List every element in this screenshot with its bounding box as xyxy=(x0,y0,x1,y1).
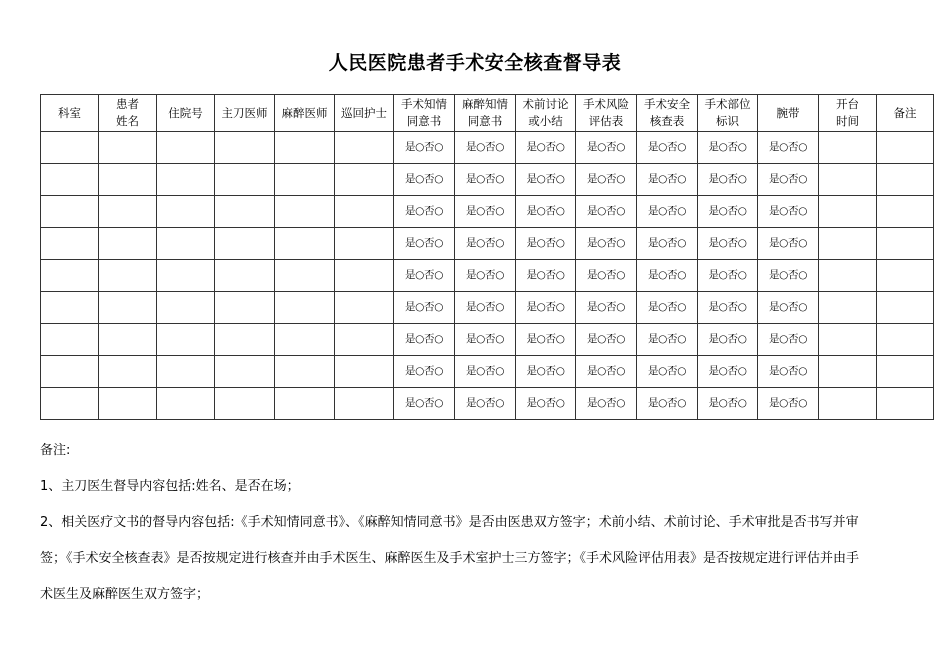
table-cell[interactable] xyxy=(335,356,394,388)
column-header-label: 手术部位 xyxy=(704,97,751,111)
table-cell[interactable] xyxy=(335,164,394,196)
table-cell[interactable] xyxy=(41,292,99,324)
yes-no-check-cell[interactable]: 是○否○ xyxy=(394,196,455,228)
table-row xyxy=(41,356,934,388)
table-cell[interactable] xyxy=(41,164,99,196)
table-cell[interactable] xyxy=(275,260,335,292)
yes-no-check-cell[interactable]: 是○否○ xyxy=(758,132,819,164)
yes-no-check-cell[interactable]: 是○否○ xyxy=(394,356,455,388)
table-cell[interactable] xyxy=(335,324,394,356)
column-header-label: 麻醉医师 xyxy=(281,105,328,120)
column-header xyxy=(455,95,516,132)
yes-no-check-cell[interactable]: 是○否○ xyxy=(455,228,516,260)
table-cell[interactable] xyxy=(819,260,877,292)
yes-no-check-cell[interactable]: 是○否○ xyxy=(637,292,698,324)
table-cell[interactable] xyxy=(275,228,335,260)
table-row xyxy=(41,196,934,228)
table-cell[interactable] xyxy=(877,388,934,420)
note-line-2: 2、相关医疗文书的督导内容包括:《手术知情同意书》、《麻醉知情同意书》是否由医患双方签字；术前小结、术前讨论、手术审批是否书写并审 xyxy=(40,515,859,530)
yes-no-check-cell[interactable]: 是○否○ xyxy=(516,324,576,356)
table-cell[interactable] xyxy=(275,196,335,228)
column-header xyxy=(99,95,157,132)
column-header xyxy=(394,95,455,132)
yes-no-check-cell[interactable]: 是○否○ xyxy=(516,292,576,324)
yes-no-check-cell[interactable]: 是○否○ xyxy=(516,356,576,388)
table-cell[interactable] xyxy=(41,356,99,388)
yes-no-check-cell[interactable]: 是○否○ xyxy=(394,324,455,356)
column-header xyxy=(41,95,99,132)
notes-heading: 备注: xyxy=(40,443,71,458)
table-cell[interactable] xyxy=(275,132,335,164)
column-header-label: 开台 xyxy=(836,97,859,111)
yes-no-check-cell[interactable]: 是○否○ xyxy=(698,132,758,164)
column-header-label: 术前讨论 xyxy=(522,97,569,111)
table-header-row xyxy=(41,95,934,132)
table-cell[interactable] xyxy=(877,292,934,324)
column-header-label: 标识 xyxy=(716,114,739,128)
yes-no-check-cell[interactable]: 是○否○ xyxy=(698,196,758,228)
table-cell[interactable] xyxy=(99,324,157,356)
yes-no-check-cell[interactable]: 是○否○ xyxy=(758,228,819,260)
yes-no-check-cell[interactable]: 是○否○ xyxy=(758,388,819,420)
table-cell[interactable] xyxy=(819,388,877,420)
column-header xyxy=(157,95,215,132)
yes-no-check-cell[interactable]: 是○否○ xyxy=(698,292,758,324)
yes-no-check-cell[interactable]: 是○否○ xyxy=(576,228,637,260)
column-header-label: 核查表 xyxy=(649,114,685,128)
column-header-label: 腕带 xyxy=(776,105,800,120)
column-header xyxy=(516,95,576,132)
yes-no-check-cell[interactable]: 是○否○ xyxy=(455,356,516,388)
note-line-3: 签；《手术安全核查表》是否按规定进行核查并由手术医生、麻醉医生及手术室护士三方签字；《手术风险评估用表》是否按规定进行评估并由手 xyxy=(40,551,860,566)
column-header-label: 科室 xyxy=(58,105,81,120)
table-cell[interactable] xyxy=(157,132,215,164)
yes-no-check-cell[interactable]: 是○否○ xyxy=(698,324,758,356)
yes-no-check-cell[interactable]: 是○否○ xyxy=(576,164,637,196)
table-cell[interactable] xyxy=(877,132,934,164)
table-cell[interactable] xyxy=(215,132,275,164)
table-cell[interactable] xyxy=(877,196,934,228)
yes-no-check-cell[interactable]: 是○否○ xyxy=(637,356,698,388)
table-cell[interactable] xyxy=(157,228,215,260)
column-header-label: 手术知情 xyxy=(401,97,447,111)
yes-no-check-cell[interactable]: 是○否○ xyxy=(698,228,758,260)
table-cell[interactable] xyxy=(877,260,934,292)
yes-no-check-cell[interactable]: 是○否○ xyxy=(394,260,455,292)
yes-no-check-cell[interactable]: 是○否○ xyxy=(516,228,576,260)
table-cell[interactable] xyxy=(41,228,99,260)
table-cell[interactable] xyxy=(41,196,99,228)
column-header-label: 备注 xyxy=(893,105,917,120)
table-cell[interactable] xyxy=(157,324,215,356)
table-cell[interactable] xyxy=(215,260,275,292)
yes-no-check-cell[interactable]: 是○否○ xyxy=(576,292,637,324)
yes-no-check-cell[interactable]: 是○否○ xyxy=(394,388,455,420)
yes-no-check-cell[interactable]: 是○否○ xyxy=(394,132,455,164)
yes-no-check-cell[interactable]: 是○否○ xyxy=(516,132,576,164)
yes-no-check-cell[interactable]: 是○否○ xyxy=(455,292,516,324)
supervision-table xyxy=(40,94,934,420)
table-cell[interactable] xyxy=(819,196,877,228)
table-cell[interactable] xyxy=(335,196,394,228)
table-row xyxy=(41,324,934,356)
column-header-label: 巡回护士 xyxy=(341,105,387,120)
yes-no-check-cell[interactable]: 是○否○ xyxy=(455,164,516,196)
yes-no-check-cell[interactable]: 是○否○ xyxy=(576,196,637,228)
yes-no-check-cell[interactable]: 是○否○ xyxy=(758,324,819,356)
yes-no-check-cell[interactable]: 是○否○ xyxy=(516,164,576,196)
notes-section xyxy=(40,440,920,620)
yes-no-check-cell[interactable]: 是○否○ xyxy=(516,388,576,420)
column-header-label: 手术风险 xyxy=(583,97,629,111)
table-cell[interactable] xyxy=(41,324,99,356)
table-cell[interactable] xyxy=(99,292,157,324)
table-cell[interactable] xyxy=(99,164,157,196)
table-cell[interactable] xyxy=(157,164,215,196)
table-cell[interactable] xyxy=(819,324,877,356)
table-cell[interactable] xyxy=(819,164,877,196)
column-header-label: 主刀医师 xyxy=(221,105,268,120)
column-header-label: 评估表 xyxy=(588,114,624,128)
table-cell[interactable] xyxy=(99,228,157,260)
table-cell[interactable] xyxy=(41,132,99,164)
table-cell[interactable] xyxy=(215,324,275,356)
table-cell[interactable] xyxy=(819,132,877,164)
yes-no-check-cell[interactable]: 是○否○ xyxy=(637,132,698,164)
yes-no-check-cell[interactable]: 是○否○ xyxy=(576,356,637,388)
yes-no-check-cell[interactable]: 是○否○ xyxy=(576,388,637,420)
column-header xyxy=(819,95,877,132)
column-header xyxy=(576,95,637,132)
yes-no-check-cell[interactable]: 是○否○ xyxy=(637,228,698,260)
yes-no-check-cell[interactable]: 是○否○ xyxy=(698,164,758,196)
column-header-label: 同意书 xyxy=(406,114,442,128)
yes-no-check-cell[interactable]: 是○否○ xyxy=(394,228,455,260)
column-header-label: 或小结 xyxy=(528,114,563,128)
table-cell[interactable] xyxy=(99,356,157,388)
yes-no-check-cell[interactable]: 是○否○ xyxy=(758,356,819,388)
table-cell[interactable] xyxy=(41,260,99,292)
yes-no-check-cell[interactable]: 是○否○ xyxy=(455,324,516,356)
table-cell[interactable] xyxy=(335,388,394,420)
table-cell[interactable] xyxy=(877,228,934,260)
column-header xyxy=(758,95,819,132)
table-row xyxy=(41,228,934,260)
table-cell[interactable] xyxy=(99,132,157,164)
table-body xyxy=(41,132,934,420)
table-cell[interactable] xyxy=(157,260,215,292)
table-cell[interactable] xyxy=(335,292,394,324)
table-cell[interactable] xyxy=(877,164,934,196)
page-title: 人民医院患者手术安全核查督导表 xyxy=(328,52,622,74)
table-row xyxy=(41,164,934,196)
yes-no-check-cell[interactable]: 是○否○ xyxy=(698,356,758,388)
column-header-label: 姓名 xyxy=(116,114,139,128)
table-cell[interactable] xyxy=(275,324,335,356)
column-header-label: 麻醉知情 xyxy=(462,97,508,111)
yes-no-check-cell[interactable]: 是○否○ xyxy=(455,196,516,228)
column-header xyxy=(877,95,934,132)
table-row xyxy=(41,292,934,324)
yes-no-check-cell[interactable]: 是○否○ xyxy=(455,388,516,420)
table-cell[interactable] xyxy=(275,292,335,324)
table-row xyxy=(41,388,934,420)
yes-no-check-cell[interactable]: 是○否○ xyxy=(637,324,698,356)
table-cell[interactable] xyxy=(275,164,335,196)
yes-no-check-cell[interactable]: 是○否○ xyxy=(516,260,576,292)
table-cell[interactable] xyxy=(215,292,275,324)
yes-no-check-cell[interactable]: 是○否○ xyxy=(637,164,698,196)
yes-no-check-cell[interactable]: 是○否○ xyxy=(394,164,455,196)
yes-no-check-cell[interactable]: 是○否○ xyxy=(576,260,637,292)
note-line-1: 1、主刀医生督导内容包括:姓名、是否在场； xyxy=(40,479,300,494)
yes-no-check-cell[interactable]: 是○否○ xyxy=(758,164,819,196)
table-row xyxy=(41,260,934,292)
yes-no-check-cell[interactable]: 是○否○ xyxy=(576,324,637,356)
table-cell[interactable] xyxy=(275,388,335,420)
table-cell[interactable] xyxy=(157,292,215,324)
table-cell[interactable] xyxy=(877,356,934,388)
table-cell[interactable] xyxy=(819,356,877,388)
yes-no-check-cell[interactable]: 是○否○ xyxy=(637,260,698,292)
table-cell[interactable] xyxy=(215,164,275,196)
yes-no-check-cell[interactable]: 是○否○ xyxy=(455,260,516,292)
table-cell[interactable] xyxy=(335,132,394,164)
note-line-4: 术医生及麻醉医生双方签字； xyxy=(40,587,210,602)
column-header xyxy=(275,95,335,132)
column-header-label: 手术安全 xyxy=(644,97,690,111)
column-header xyxy=(215,95,275,132)
column-header-label: 同意书 xyxy=(467,114,503,128)
table-cell[interactable] xyxy=(157,388,215,420)
table-cell[interactable] xyxy=(335,228,394,260)
table-cell[interactable] xyxy=(819,292,877,324)
table-cell[interactable] xyxy=(157,356,215,388)
table-cell[interactable] xyxy=(157,196,215,228)
table-cell[interactable] xyxy=(335,260,394,292)
column-header-label: 住院号 xyxy=(168,105,203,120)
table-cell[interactable] xyxy=(215,228,275,260)
yes-no-check-cell[interactable]: 是○否○ xyxy=(516,196,576,228)
yes-no-check-cell[interactable]: 是○否○ xyxy=(698,388,758,420)
column-header-label: 时间 xyxy=(836,114,859,128)
table-row xyxy=(41,132,934,164)
yes-no-check-cell[interactable]: 是○否○ xyxy=(698,260,758,292)
yes-no-check-cell[interactable]: 是○否○ xyxy=(637,196,698,228)
table-cell[interactable] xyxy=(215,196,275,228)
column-header xyxy=(698,95,758,132)
column-header xyxy=(335,95,394,132)
table-cell[interactable] xyxy=(215,388,275,420)
column-header-label: 患者 xyxy=(116,97,139,111)
yes-no-check-cell[interactable]: 是○否○ xyxy=(394,292,455,324)
column-header xyxy=(637,95,698,132)
yes-no-check-cell[interactable]: 是○否○ xyxy=(455,132,516,164)
yes-no-check-cell[interactable]: 是○否○ xyxy=(758,260,819,292)
table-cell[interactable] xyxy=(215,356,275,388)
yes-no-check-cell[interactable]: 是○否○ xyxy=(637,388,698,420)
table-cell[interactable] xyxy=(99,388,157,420)
table-cell[interactable] xyxy=(99,260,157,292)
table-cell[interactable] xyxy=(99,196,157,228)
table-cell[interactable] xyxy=(41,388,99,420)
table-cell[interactable] xyxy=(877,324,934,356)
table-cell[interactable] xyxy=(275,356,335,388)
table-cell[interactable] xyxy=(819,228,877,260)
yes-no-check-cell[interactable]: 是○否○ xyxy=(758,292,819,324)
yes-no-check-cell[interactable]: 是○否○ xyxy=(758,196,819,228)
yes-no-check-cell[interactable]: 是○否○ xyxy=(576,132,637,164)
